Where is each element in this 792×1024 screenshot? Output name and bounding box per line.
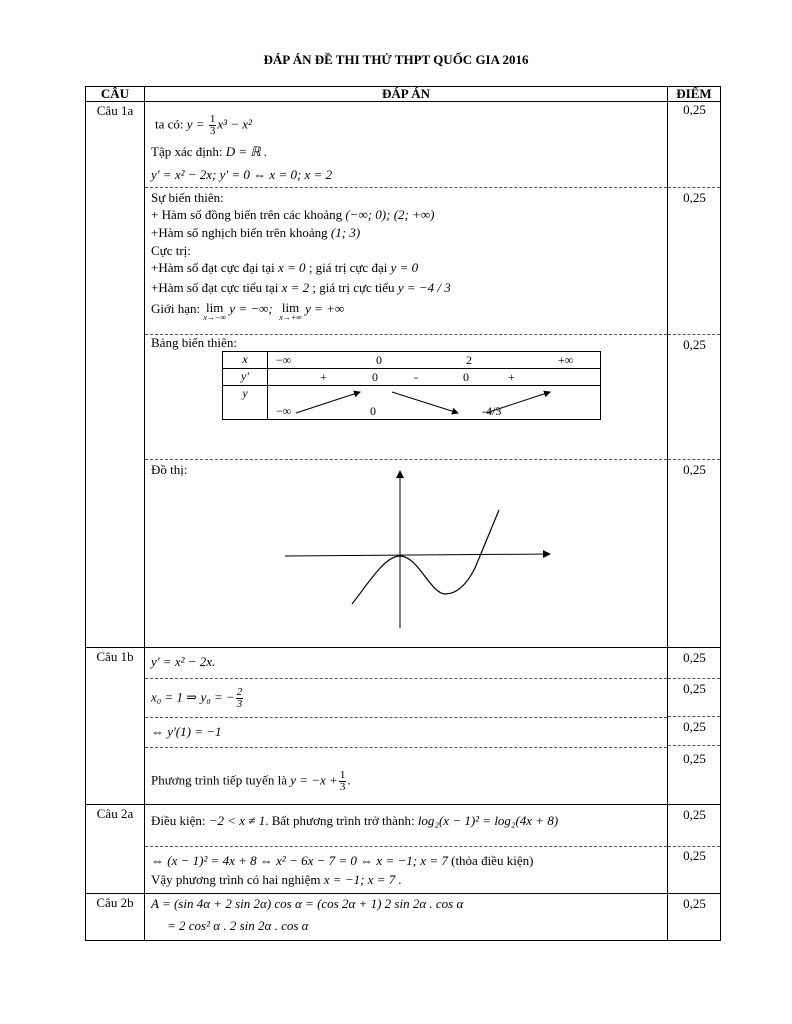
variation-arrows xyxy=(268,386,602,420)
header-dapan: ĐÁP ÁN xyxy=(145,87,668,102)
score: 0,25 xyxy=(683,807,706,822)
score: 0,25 xyxy=(683,848,706,863)
condition-note: (thỏa điều kiện) xyxy=(447,853,534,868)
max-text: +Hàm số đạt cực đại tại xyxy=(151,260,279,275)
variation-table-heading: Bảng biến thiên: xyxy=(151,335,237,350)
increasing-text: + Hàm số đồng biến trên các khoảng xyxy=(151,207,346,222)
question-label: Câu 2a xyxy=(96,806,134,821)
tangent-num: 1 xyxy=(339,769,346,781)
score: 0,25 xyxy=(683,462,706,477)
slope-line: ⇔ y'(1) = −1 xyxy=(151,724,222,739)
score: 0,25 xyxy=(683,650,706,665)
row-cau-1b: Câu 1b y' = x² − 2x. x₀ = 1 ⇒ y₀ = − $\frac{2}{3}$ ⇔ y'(1) = −1 Phương trình tiếp tuyến là y = −x + $\frac{1}{3}$ . 0,25 0,25 0,25 0,25 xyxy=(86,648,721,805)
taco-den: 3 xyxy=(209,125,216,137)
min-text: +Hàm số đạt cực tiểu tại xyxy=(151,280,282,295)
max-x: x = 0 xyxy=(278,260,306,275)
taco-prefix: ta có: xyxy=(155,116,184,132)
y0-den: 3 xyxy=(236,698,243,710)
max-value-text: ; giá trị cực đại xyxy=(305,260,391,275)
segment-derivative xyxy=(145,102,667,187)
bbt-y-val: −∞ xyxy=(276,404,292,418)
graph-heading: Đồ thị: xyxy=(151,462,188,477)
min-y: y = −4 / 3 xyxy=(397,280,451,295)
score: 0,25 xyxy=(683,102,706,117)
identity-line-2: = 2 cos² α . 2 sin 2α . cos α xyxy=(167,918,309,933)
taco-rest: x³ − x² xyxy=(217,116,252,132)
score: 0,25 xyxy=(683,681,706,696)
lim-symbol: lim xyxy=(206,300,224,315)
x-axis xyxy=(285,554,550,556)
question-label: Câu 2b xyxy=(96,895,134,910)
bbt-yp-val: 0 xyxy=(463,370,469,384)
bbt-yp-val: + xyxy=(508,370,515,384)
lim1-value: y = −∞; xyxy=(229,301,273,316)
bbt-x-val: +∞ xyxy=(558,353,574,367)
page-title: ĐÁP ÁN ĐỀ THI THỬ THPT QUỐC GIA 2016 xyxy=(263,52,529,67)
bbt-x-val: 2 xyxy=(466,353,472,367)
condition-text: Điều kiện: xyxy=(151,813,209,828)
solve-chain: ⇔ (x − 1)² = 4x + 8 ⇔ x² − 6x − 7 = 0 ⇔ x = −1; x = 7 xyxy=(151,853,448,868)
taco-num: 1 xyxy=(209,113,216,125)
variation-table xyxy=(222,351,601,420)
question-label: Câu 1a xyxy=(96,103,134,118)
score: 0,25 xyxy=(683,337,706,352)
lim-symbol-2: lim xyxy=(281,300,300,315)
taco-formula: y = xyxy=(186,116,208,132)
bbt-yp-val: - xyxy=(414,370,418,384)
limit-text: Giới hạn: xyxy=(151,301,204,316)
extrema-heading: Cực trị: xyxy=(151,243,191,258)
conclusion-text: Vậy phương trình có hai nghiệm xyxy=(151,872,324,887)
lim2-sub: x→+∞ xyxy=(279,313,302,322)
segment-variation-table xyxy=(145,334,667,459)
score: 0,25 xyxy=(683,190,706,205)
bbt-x-val: 0 xyxy=(376,353,382,367)
y0-text: x₀ = 1 ⇒ y₀ = − xyxy=(151,689,235,705)
condition-formula: −2 < x ≠ 1 xyxy=(208,813,266,828)
derivative-line: y' = x² − 2x; y' = 0 ⇔ x = 0; x = 2 xyxy=(151,167,333,182)
arrow-down xyxy=(392,392,458,413)
y0-num: 2 xyxy=(236,686,243,698)
answer-table xyxy=(85,86,721,941)
bbt-x-val: −∞ xyxy=(276,353,292,367)
bbt-yp-label: y' xyxy=(223,369,268,386)
decreasing-text: +Hàm số nghịch biến trên khoảng xyxy=(151,225,331,240)
increasing-intervals: (−∞; 0); (2; +∞) xyxy=(345,207,435,222)
decreasing-interval: (1; 3) xyxy=(330,225,361,240)
min-value-text: ; giá trị cực tiểu xyxy=(309,280,398,295)
score: 0,25 xyxy=(683,896,706,911)
bbt-y-val: 0 xyxy=(370,404,376,418)
score: 0,25 xyxy=(683,751,706,766)
tangent-den: 3 xyxy=(339,781,346,793)
segment-variation xyxy=(145,187,667,334)
bbt-y-val: -4/3 xyxy=(482,404,502,418)
header-cau: CÂU xyxy=(86,87,145,102)
tangent-formula: y = −x + xyxy=(290,772,338,788)
max-y: y = 0 xyxy=(390,260,419,275)
table-header-row xyxy=(86,87,721,102)
tangent-text: Phương trình tiếp tuyến là xyxy=(151,772,291,788)
inequality-text: . Bất phương trình trở thành: xyxy=(265,813,418,828)
min-x: x = 2 xyxy=(281,280,310,295)
conclusion-roots: x = −1; x = 7 . xyxy=(323,872,402,887)
lim2-value: y = +∞ xyxy=(305,301,345,316)
bbt-yp-val: 0 xyxy=(372,370,378,384)
row-cau-2b xyxy=(86,894,721,941)
header-diem: ĐIỂM xyxy=(668,87,721,102)
derivative-1b: y' = x² − 2x. xyxy=(151,654,216,669)
row-cau-1a xyxy=(86,102,721,648)
arrow-up xyxy=(296,392,360,413)
segment-graph xyxy=(145,459,667,645)
bbt-x-label: x xyxy=(223,352,268,369)
lim1-sub: x→−∞ xyxy=(203,313,227,322)
cubic-curve xyxy=(352,510,499,604)
score: 0,25 xyxy=(683,719,706,734)
domain-formula: D = ℝ . xyxy=(225,144,268,159)
row-cau-2a xyxy=(86,805,721,894)
bbt-y-label: y xyxy=(223,386,268,420)
domain-text: Tập xác định: xyxy=(151,144,226,159)
variation-heading: Sự biến thiên: xyxy=(151,190,224,205)
bbt-yp-val: + xyxy=(320,370,327,384)
log-equation: log₂(x − 1)² = log₂(4x + 8) xyxy=(417,813,559,828)
question-label: Câu 1b xyxy=(96,649,134,664)
identity-line-1: A = (sin 4α + 2 sin 2α) cos α = (cos 2α + 1) 2 sin 2α . cos α xyxy=(151,896,464,911)
function-graph xyxy=(275,468,575,638)
